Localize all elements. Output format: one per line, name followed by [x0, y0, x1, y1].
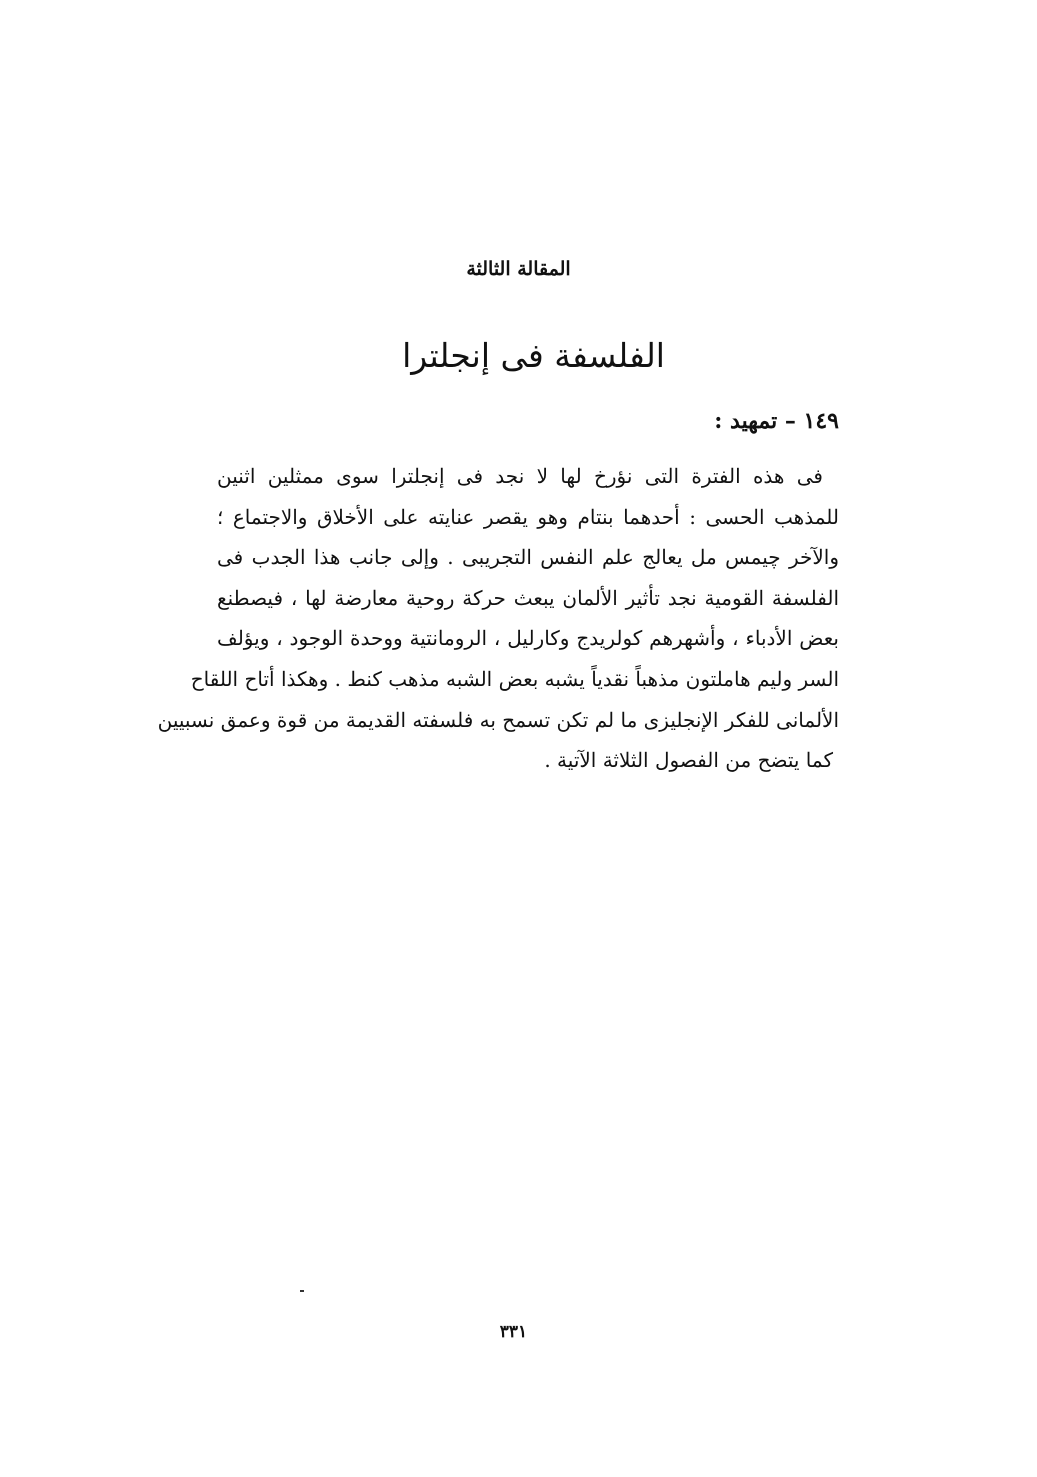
body-line: والآخر چيمس مل يعالج علم النفس التجريبى . وإلى جانب هذا الجدب فى	[217, 545, 839, 570]
body-line: كما يتضح من الفصول الثلاثة الآتية .	[544, 748, 833, 773]
body-line: فى هذه الفترة التى نؤرخ لها لا نجد فى إنجلترا سوى ممثلين اثنين	[217, 464, 823, 488]
body-line: السر وليم هاملتون مذهباً نقدياً يشبه بعض الشبه مذهب كنط . وهكذا أتاح اللقاح	[190, 666, 839, 691]
page-number: ٣٣١	[499, 1322, 528, 1342]
stray-mark	[300, 1290, 304, 1292]
body-paragraph	[157, 456, 839, 781]
body-line: الألمانى للفكر الإنجليزى ما لم تكن تسمح به فلسفته القديمة من قوة وعمق نسبيين	[157, 707, 839, 732]
body-line: للمذهب الحسى : أحدهما بنتام وهو يقصر عنايته على الأخلاق والاجتماع ؛	[217, 504, 839, 529]
chapter-title: الفلسفة فى إنجلترا	[402, 336, 665, 375]
section-heading: ١٤٩ – تمهيد :	[714, 408, 839, 434]
body-line: الفلسفة القومية نجد تأثير الألمان يبعث حركة روحية معارضة لها ، فيصطنع	[217, 585, 839, 610]
body-line: بعض الأدباء ، وأشهرهم كولريدج وكارليل ، الرومانتية ووحدة الوجود ، ويؤلف	[217, 626, 839, 651]
part-label: المقالة الثالثة	[466, 258, 571, 280]
